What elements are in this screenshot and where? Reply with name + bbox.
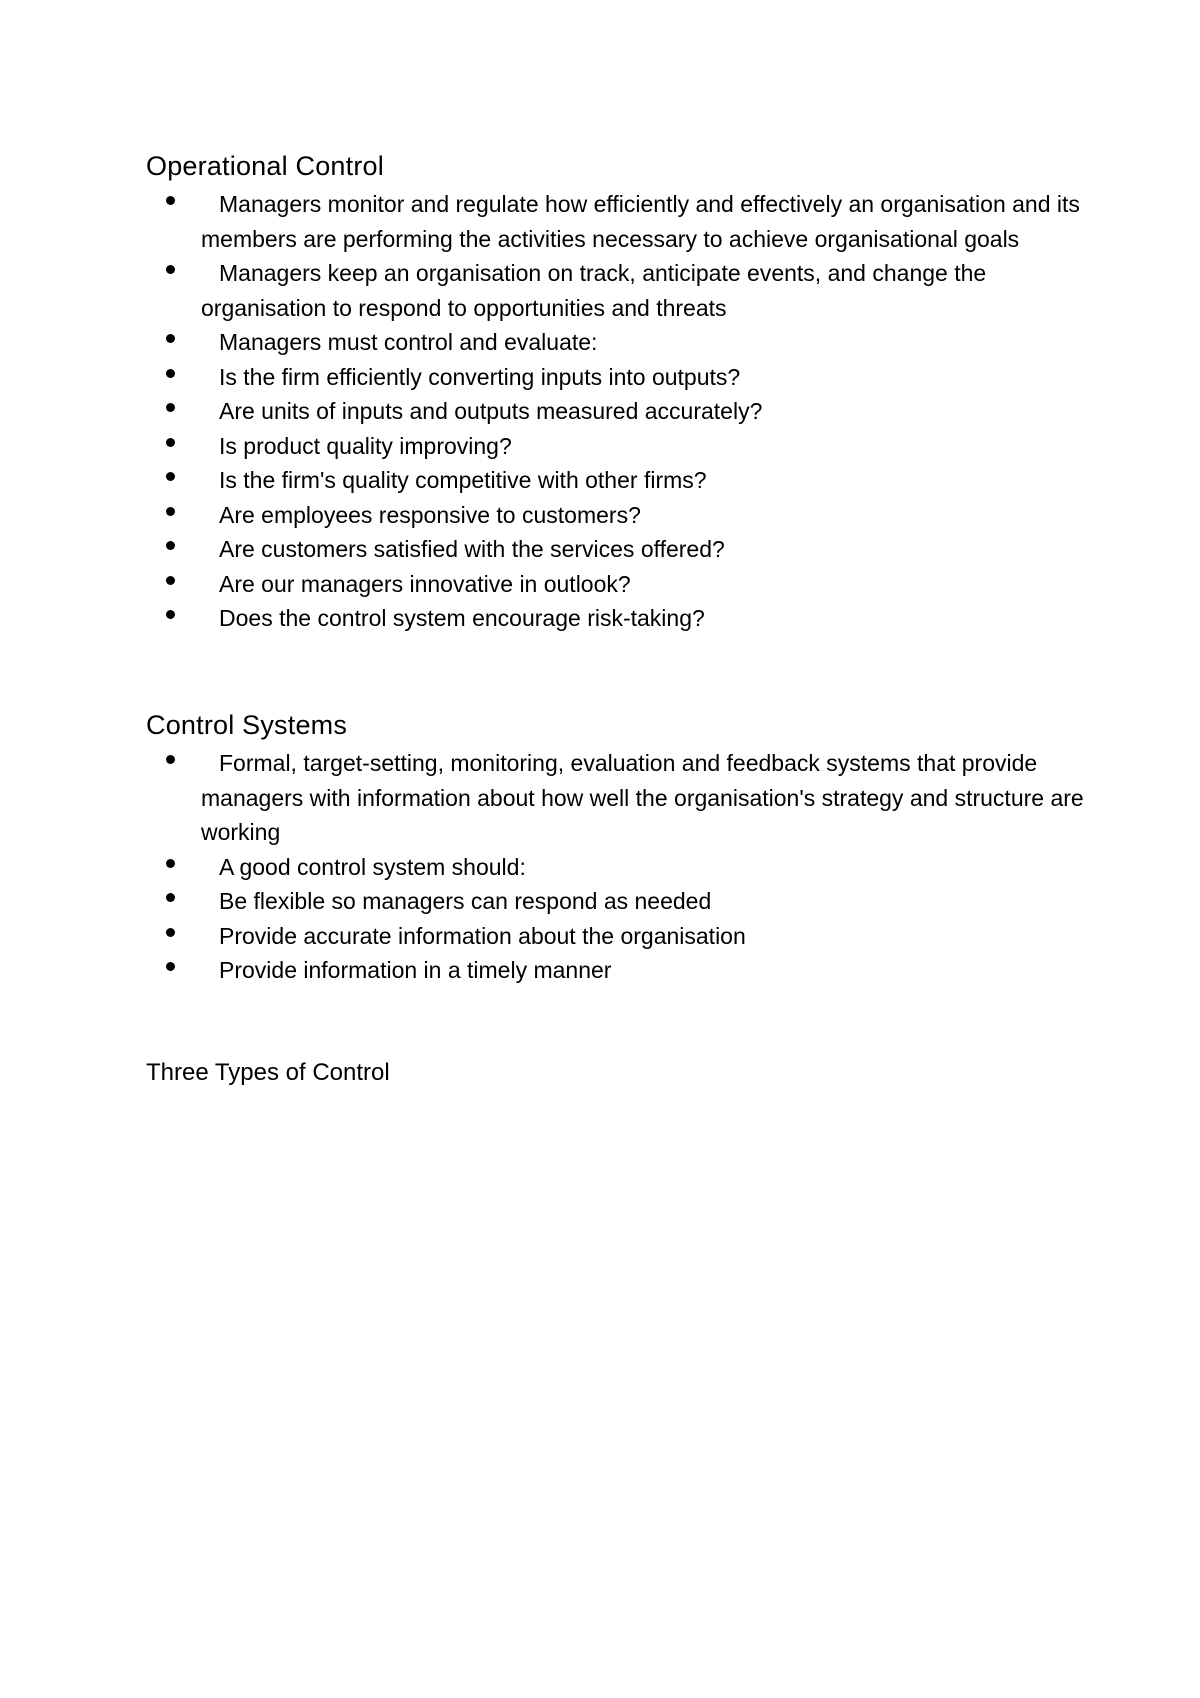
bullet-icon (166, 928, 175, 937)
list-item (146, 850, 1086, 885)
list-item-text: Formal, target-setting, monitoring, evaluation and feedback systems that provide managers with information about how well the organisation's strategy and structure are working (201, 750, 1084, 845)
list-item-text: Are employees responsive to customers? (219, 501, 641, 528)
list-item (146, 187, 1086, 256)
list-item-text: Provide information in a timely manner (219, 957, 612, 983)
bullet-list-operational-control (146, 187, 1086, 636)
bullet-icon (166, 196, 175, 205)
bullet-icon (166, 438, 175, 447)
bullet-list-control-systems (146, 746, 1086, 988)
bullet-icon (166, 541, 175, 550)
list-item-text: Managers keep an organisation on track, anticipate events, and change the organisation to respond to opportunities and threats (201, 260, 987, 321)
section-operational-control (146, 148, 1086, 636)
bullet-icon (166, 755, 175, 764)
list-item-text: Provide accurate information about the organisation (219, 922, 746, 949)
bullet-icon (166, 610, 175, 619)
list-item-text: Managers monitor and regulate how efficiently and effectively an organisation and its members are performing the activities necessary to achieve organisational goals (201, 191, 1080, 252)
list-item (146, 498, 1086, 533)
section-control-systems (146, 707, 1086, 988)
list-item-text: Managers must control and evaluate: (219, 329, 598, 355)
heading-operational-control: Operational Control (146, 151, 384, 181)
list-item (146, 567, 1086, 602)
list-item (146, 919, 1086, 954)
list-item-text: Are our managers innovative in outlook? (219, 570, 631, 597)
bullet-icon (166, 334, 175, 343)
list-item-text: Be flexible so managers can respond as needed (219, 888, 712, 914)
list-item (146, 953, 1086, 988)
list-item-text: Is product quality improving? (219, 432, 512, 459)
section-three-types-of-control (146, 1057, 1086, 1089)
bullet-icon (166, 369, 175, 378)
list-item-text: Are customers satisfied with the services offered? (219, 536, 725, 562)
bullet-icon (166, 403, 175, 412)
list-item (146, 746, 1086, 850)
list-item-text: Does the control system encourage risk-taking? (219, 605, 705, 631)
list-item (146, 884, 1086, 919)
bullet-icon (166, 576, 175, 585)
heading-control-systems: Control Systems (146, 710, 348, 740)
bullet-icon (166, 472, 175, 481)
list-item-text: Is the firm's quality competitive with other firms? (219, 467, 707, 493)
list-item (146, 601, 1086, 636)
heading-three-types-of-control: Three Types of Control (146, 1059, 390, 1086)
list-item (146, 463, 1086, 498)
list-item (146, 256, 1086, 325)
list-item (146, 360, 1086, 395)
list-item-text: Are units of inputs and outputs measured accurately? (219, 398, 763, 424)
list-item-text: A good control system should: (219, 853, 526, 880)
bullet-icon (166, 265, 175, 274)
list-item (146, 394, 1086, 429)
list-item (146, 325, 1086, 360)
list-item (146, 532, 1086, 567)
bullet-icon (166, 893, 175, 902)
list-item-text: Is the firm efficiently converting inputs into outputs? (219, 363, 741, 390)
list-item (146, 429, 1086, 464)
bullet-icon (166, 859, 175, 868)
bullet-icon (166, 962, 175, 971)
bullet-icon (166, 507, 175, 516)
